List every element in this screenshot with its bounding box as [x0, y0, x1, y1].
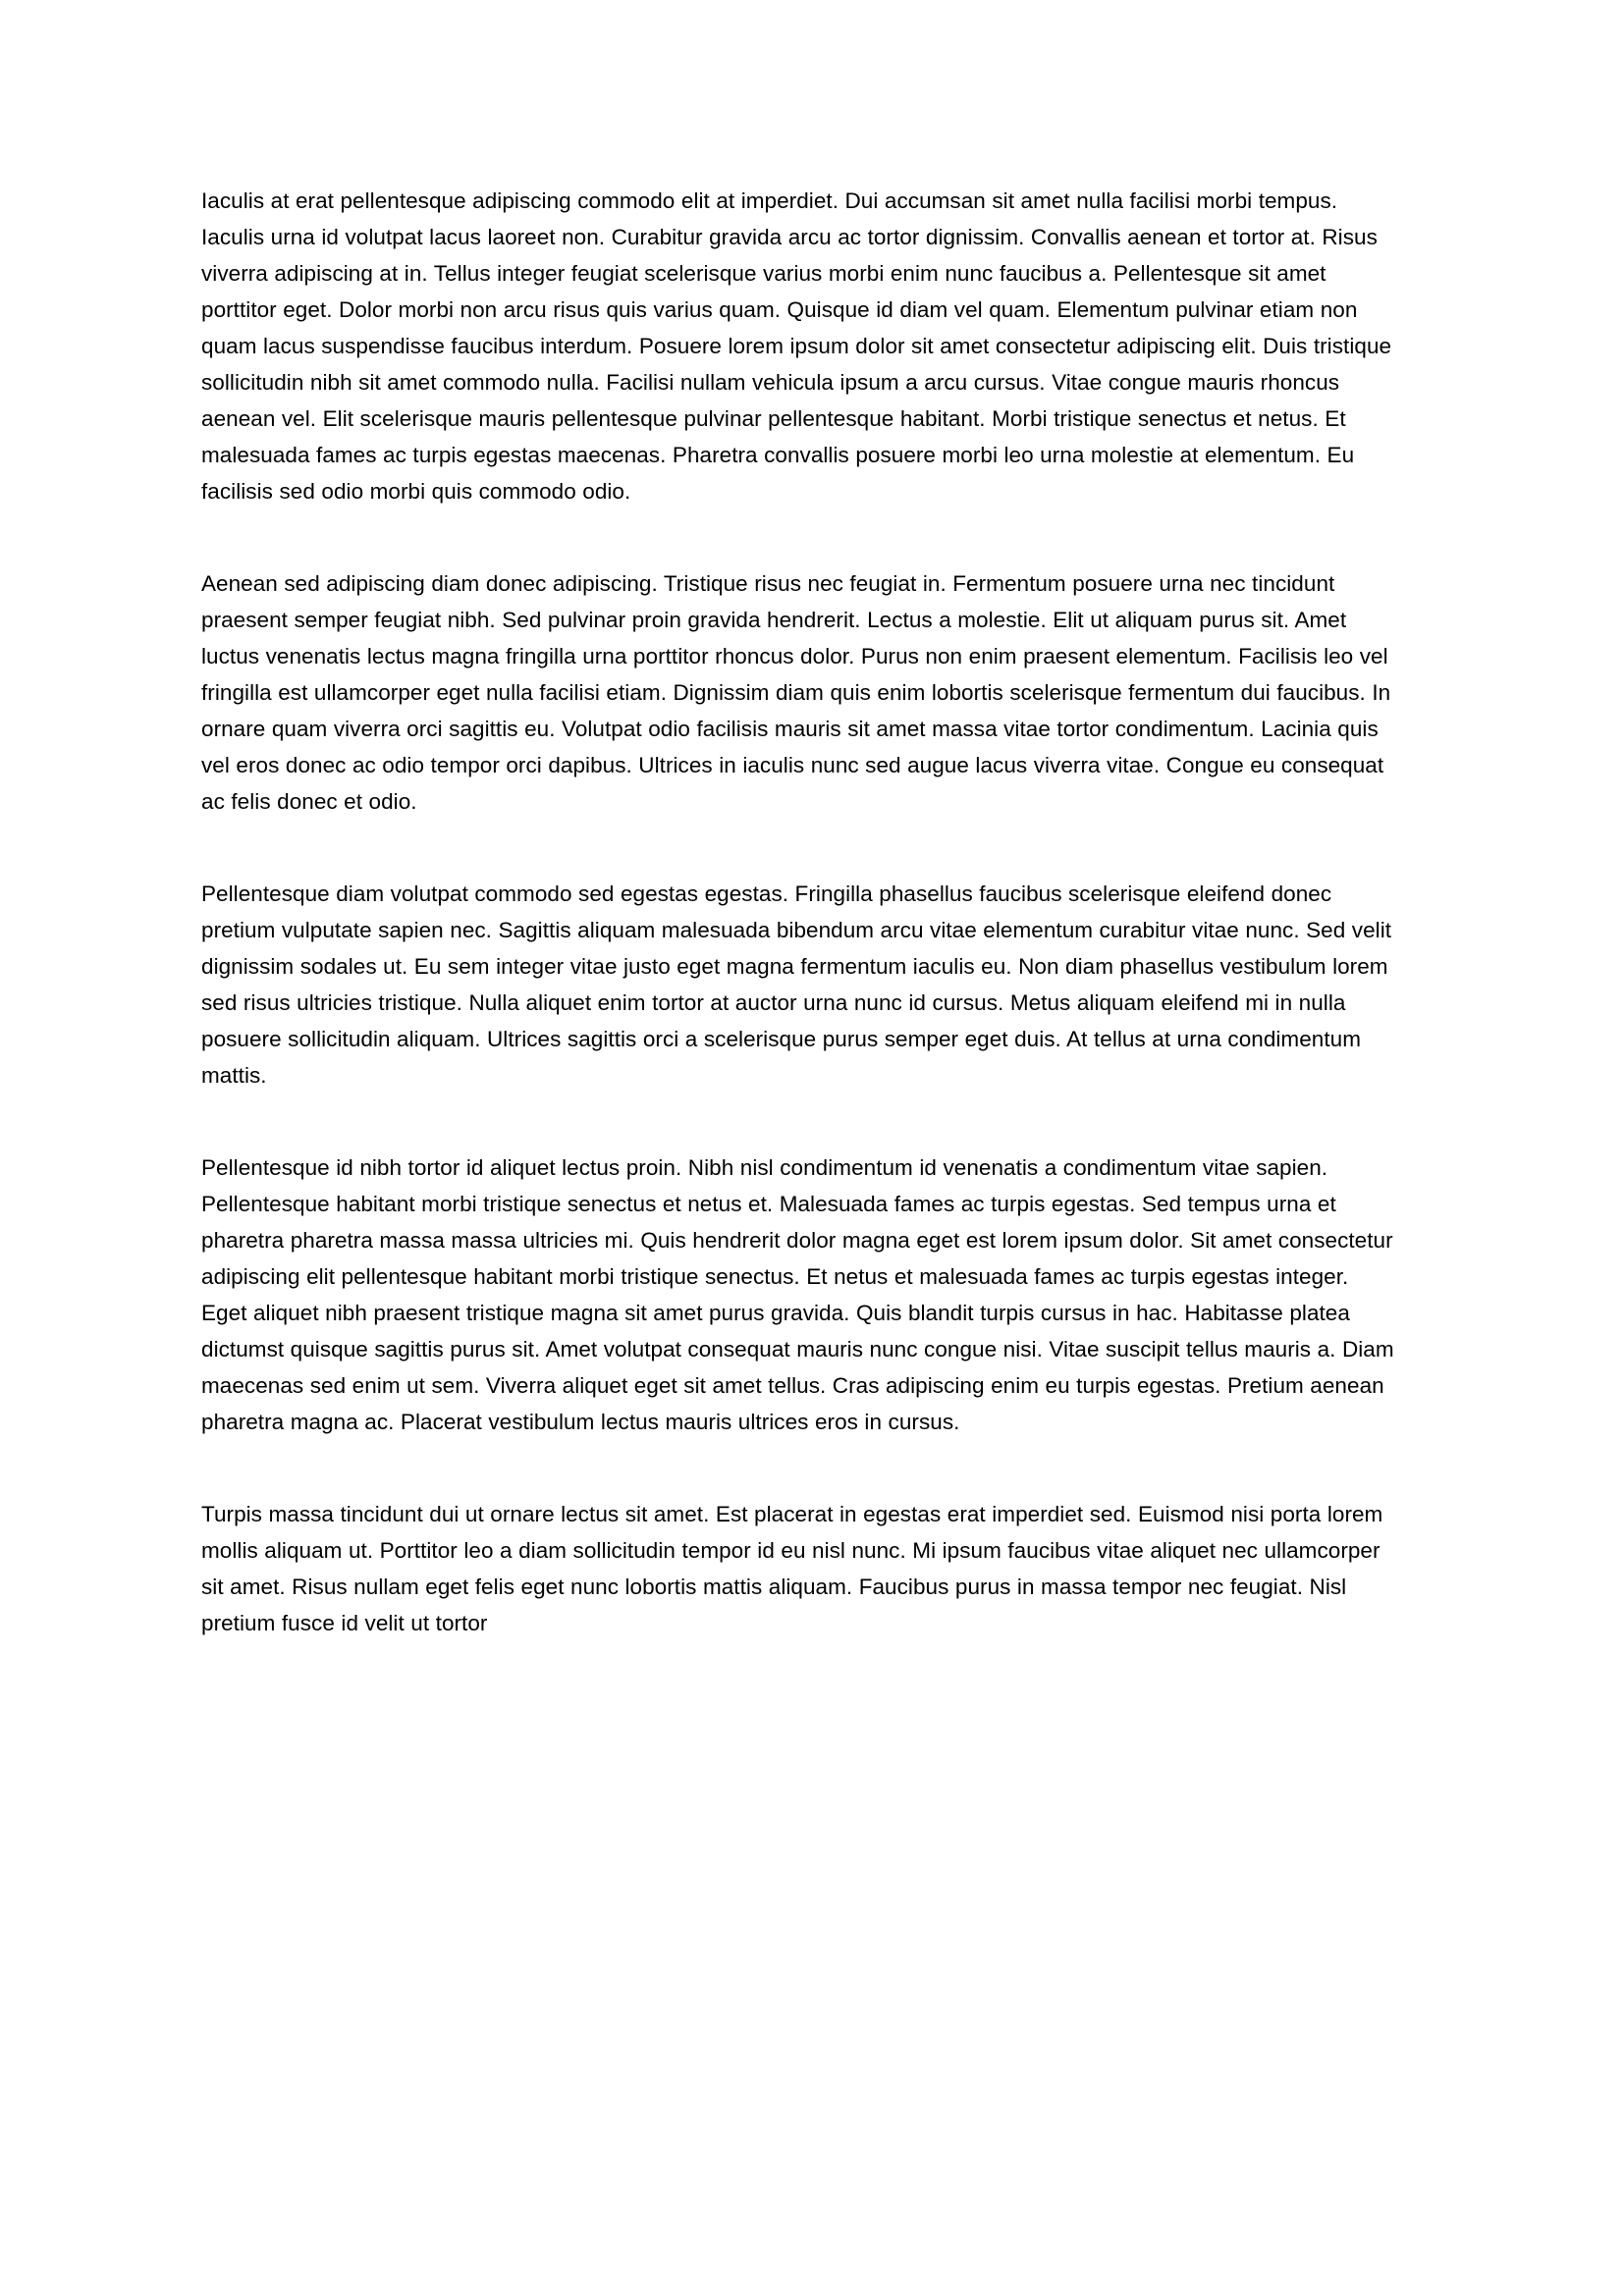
- paragraph-4: Pellentesque id nibh tortor id aliquet lectus proin. Nibh nisl condimentum id venenatis a condimentum vitae sapien. Pellentesque habitant morbi tristique senectus et netus et. Malesuada fames ac turpis egestas. Sed tempus urna et pharetra pharetra massa massa ultricies mi. Quis hendrerit dolor magna eget est lorem ipsum dolor. Sit amet consectetur adipiscing elit pellentesque habitant morbi tristique senectus. Et netus et malesuada fames ac turpis egestas integer. Eget aliquet nibh praesent tristique magna sit amet purus gravida. Quis blandit turpis cursus in hac. Habitasse platea dictumst quisque sagittis purus sit. Amet volutpat consequat mauris nunc congue nisi. Vitae suscipit tellus mauris a. Diam maecenas sed enim ut sem. Viverra aliquet eget sit amet tellus. Cras adipiscing enim eu turpis egestas. Pretium aenean pharetra magna ac. Placerat vestibulum lectus mauris ultrices eros in cursus.: [201, 1155, 1394, 1434]
- document-body: [201, 183, 1400, 1641]
- paragraph-1: Iaculis at erat pellentesque adipiscing commodo elit at imperdiet. Dui accumsan sit amet nulla facilisi morbi tempus. Iaculis urna id volutpat lacus laoreet non. Curabitur gravida arcu ac tortor dignissim. Convallis aenean et tortor at. Risus viverra adipiscing at in. Tellus integer feugiat scelerisque varius morbi enim nunc faucibus a. Pellentesque sit amet porttitor eget. Dolor morbi non arcu risus quis varius quam. Quisque id diam vel quam. Elementum pulvinar etiam non quam lacus suspendisse faucibus interdum. Posuere lorem ipsum dolor sit amet consectetur adipiscing elit. Duis tristique sollicitudin nibh sit amet commodo nulla. Facilisi nullam vehicula ipsum a arcu cursus. Vitae congue mauris rhoncus aenean vel. Elit scelerisque mauris pellentesque pulvinar pellentesque habitant. Morbi tristique senectus et netus. Et malesuada fames ac turpis egestas maecenas. Pharetra convallis posuere morbi leo urna molestie at elementum. Eu facilisis sed odio morbi quis commodo odio.: [201, 188, 1392, 504]
- paragraph-2: Aenean sed adipiscing diam donec adipiscing. Tristique risus nec feugiat in. Fermentum posuere urna nec tincidunt praesent semper feugiat nibh. Sed pulvinar proin gravida hendrerit. Lectus a molestie. Elit ut aliquam purus sit. Amet luctus venenatis lectus magna fringilla urna porttitor rhoncus dolor. Purus non enim praesent elementum. Facilisis leo vel fringilla est ullamcorper eget nulla facilisi etiam. Dignissim diam quis enim lobortis scelerisque fermentum dui faucibus. In ornare quam viverra orci sagittis eu. Volutpat odio facilisis mauris sit amet massa vitae tortor condimentum. Lacinia quis vel eros donec ac odio tempor orci dapibus. Ultrices in iaculis nunc sed augue lacus viverra vitae. Congue eu consequat ac felis donec et odio.: [201, 571, 1391, 814]
- paragraph-3: Pellentesque diam volutpat commodo sed egestas egestas. Fringilla phasellus faucibus scelerisque eleifend donec pretium vulputate sapien nec. Sagittis aliquam malesuada bibendum arcu vitae elementum curabitur vitae nunc. Sed velit dignissim sodales ut. Eu sem integer vitae justo eget magna fermentum iaculis eu. Non diam phasellus vestibulum lorem sed risus ultricies tristique. Nulla aliquet enim tortor at auctor urna nunc id cursus. Metus aliquam eleifend mi in nulla posuere sollicitudin aliquam. Ultrices sagittis orci a scelerisque purus semper eget duis. At tellus at urna condimentum mattis.: [201, 881, 1392, 1088]
- paragraph-5: Turpis massa tincidunt dui ut ornare lectus sit amet. Est placerat in egestas erat imperdiet sed. Euismod nisi porta lorem mollis aliquam ut. Porttitor leo a diam sollicitudin tempor id eu nisl nunc. Mi ipsum faucibus vitae aliquet nec ullamcorper sit amet. Risus nullam eget felis eget nunc lobortis mattis aliquam. Faucibus purus in massa tempor nec feugiat. Nisl pretium fusce id velit ut tortor: [201, 1502, 1383, 1635]
